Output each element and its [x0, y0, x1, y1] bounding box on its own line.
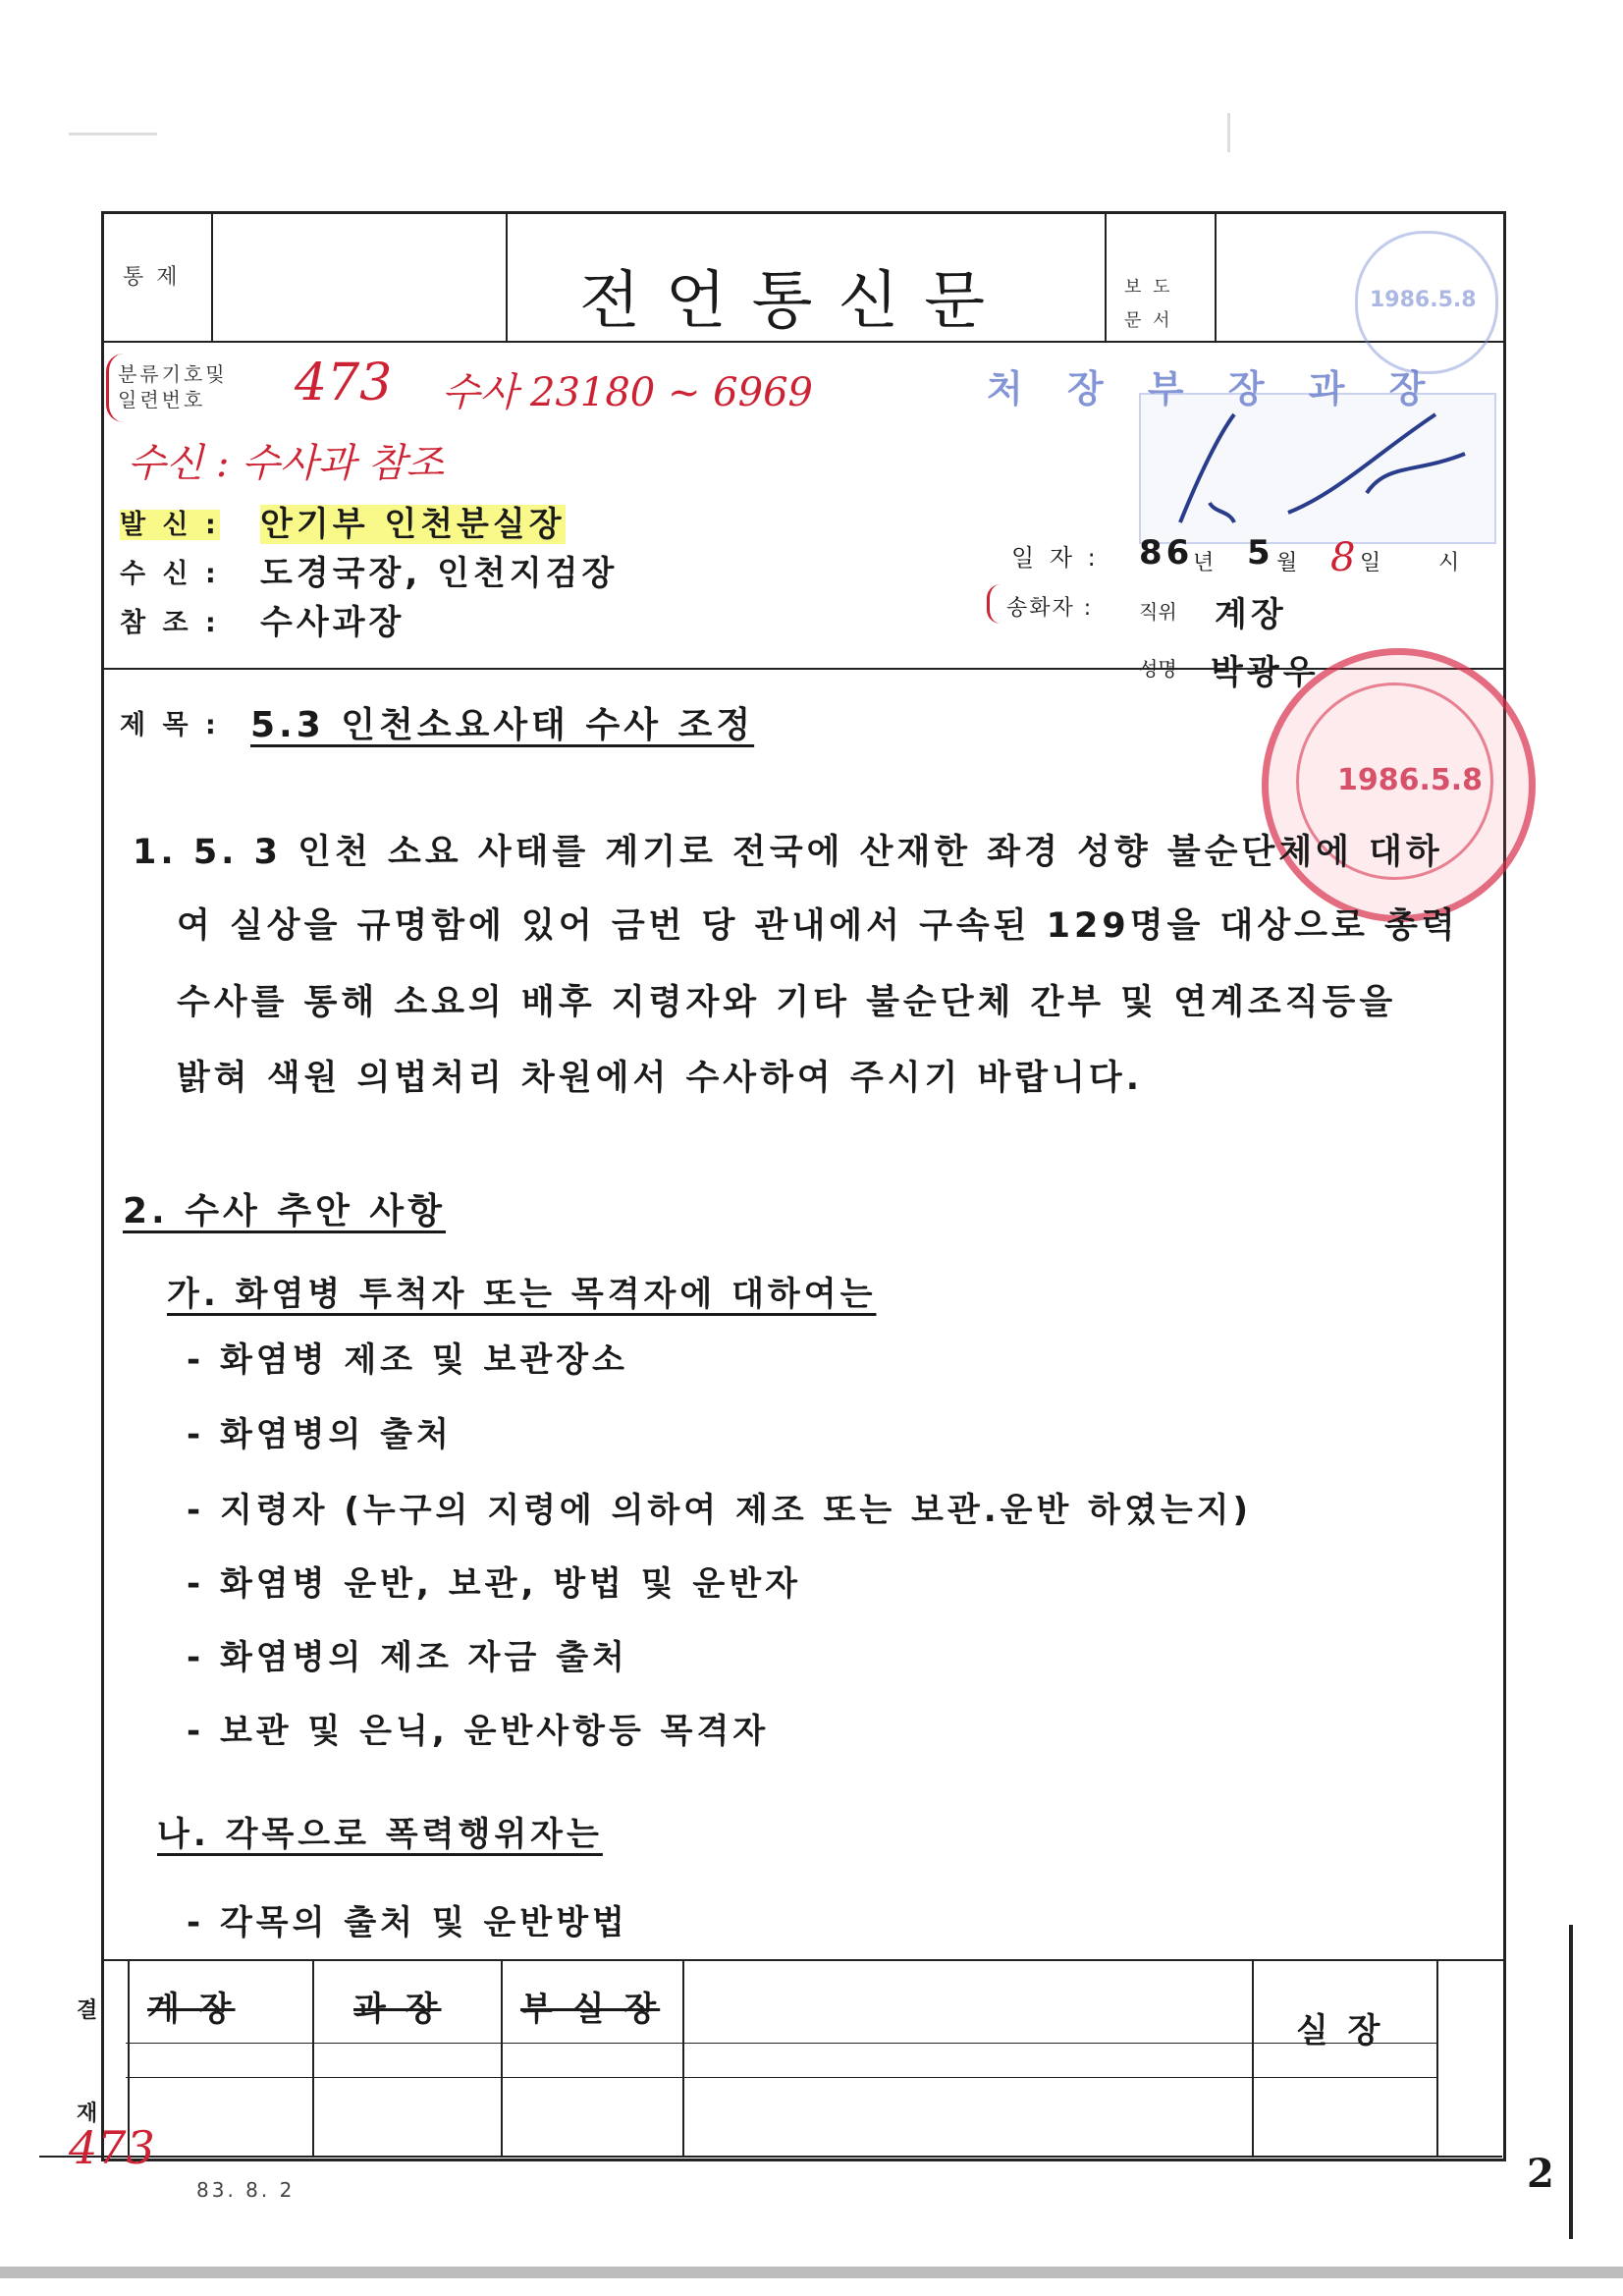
para1-line1: 1. 5. 3 인천 소요 사태를 계기로 전국에 산재한 좌경 성향 불순단체에 대하	[133, 833, 1443, 872]
approval-col	[682, 1959, 684, 2156]
class-label: 분류기호및 일련번호	[118, 362, 228, 411]
approval-mid-rule-2	[126, 2077, 1436, 2078]
class-number-hand: 473	[295, 354, 393, 412]
reference-value: 수사과장	[260, 603, 406, 642]
ga-item: - 화염병 제조 및 보관장소	[187, 1340, 628, 1380]
sender-label: 발 신 :	[120, 510, 220, 540]
received-note-hand: 수신 : 수사과 참조	[128, 441, 445, 486]
approval-col	[312, 1959, 314, 2156]
doc-label-2: 문 서	[1124, 310, 1173, 331]
header-rule	[101, 341, 1503, 343]
date-day: 8	[1330, 535, 1356, 580]
approval-col-last: 실 장	[1296, 2011, 1384, 2050]
caller-label: 송화자 :	[1006, 596, 1094, 621]
approval-col-1: 계 장	[147, 1990, 236, 2029]
received-stamp-box	[1139, 393, 1496, 544]
name-label: 성명	[1139, 657, 1177, 681]
para1-line3: 수사를 통해 소요의 배후 지령자와 기타 불순단체 간부 및 연계조직등을	[177, 983, 1397, 1022]
reception-number-hand: 수사 23180 ~ 6969	[442, 370, 813, 415]
header-divider	[506, 213, 508, 341]
approval-banner: 처 장 부 장 과 장	[987, 367, 1441, 410]
subject-label: 제 목 :	[120, 710, 220, 740]
approval-col	[1252, 1959, 1254, 2156]
ga-item: - 보관 및 은닉, 운반사항등 목격자	[187, 1712, 770, 1751]
approval-row-label-2: 재	[77, 2102, 102, 2126]
approval-bottom-rule	[39, 2156, 1502, 2158]
approval-mid-rule	[126, 2043, 1436, 2044]
date-month: 5	[1247, 533, 1274, 573]
date-year: 86	[1139, 533, 1194, 573]
red-seal-date: 1986.5.8	[1337, 763, 1484, 797]
para1-line4: 밝혀 색원 의법처리 차원에서 수사하여 주시기 바랍니다.	[177, 1059, 1144, 1098]
section2-title: 2. 수사 추안 사항	[123, 1191, 446, 1231]
subsection-na: 나. 각목으로 폭력행위자는	[157, 1815, 603, 1854]
position-label: 직위	[1139, 600, 1177, 624]
received-stamp	[1355, 231, 1498, 374]
na-item: - 각목의 출처 및 운반방법	[187, 1903, 628, 1942]
date-hour-unit: 시	[1438, 551, 1460, 575]
scan-bottom-bar	[0, 2267, 1623, 2278]
ga-item: - 화염병의 출처	[187, 1415, 453, 1454]
document-title: 전언통신문	[579, 265, 1011, 338]
ga-item: - 화염병 운반, 보관, 방법 및 운반자	[187, 1564, 801, 1604]
scan-speck	[1227, 113, 1250, 152]
position-value: 계장	[1215, 595, 1287, 634]
red-seal	[1262, 648, 1536, 922]
scan-edge	[1569, 1925, 1573, 2239]
footer-hand-number: 473	[69, 2121, 155, 2174]
subsection-ga: 가. 화염병 투척자 또는 목격자에 대하여는	[167, 1275, 877, 1314]
reference-label: 참 조 :	[120, 608, 220, 638]
received-stamp-date: 1986.5.8	[1370, 288, 1477, 312]
header-divider	[1105, 213, 1107, 341]
para1-line2: 여 실상을 규명함에 있어 금번 당 관내에서 구속된 129명을 대상으로 총력	[177, 906, 1459, 946]
page-number: 2	[1527, 2151, 1554, 2197]
approval-col	[501, 1959, 503, 2156]
recipient-value: 도경국장, 인천지검장	[260, 554, 619, 593]
footer-code: 83. 8. 2	[196, 2178, 296, 2202]
subject-value: 5.3 인천소요사태 수사 조정	[250, 705, 755, 745]
ga-item: - 지령자 (누구의 지령에 의하여 제조 또는 보관.운반 하였는지)	[187, 1491, 1253, 1530]
ga-item: - 화염병의 제조 자금 출처	[187, 1638, 628, 1677]
date-year-unit: 년	[1193, 551, 1215, 575]
doc-label-1: 보 도	[1124, 277, 1173, 298]
recipient-label: 수 신 :	[120, 559, 220, 589]
header-divider	[1215, 213, 1217, 341]
date-day-unit: 일	[1360, 551, 1381, 575]
header-divider	[211, 213, 213, 341]
date-label: 일 자 :	[1011, 544, 1100, 572]
sender-value: 안기부 인천분실장	[260, 505, 566, 544]
scan-speck	[69, 133, 157, 136]
date-month-unit: 월	[1276, 551, 1298, 575]
approval-row-label-1: 결	[77, 1998, 102, 2023]
approval-col-2: 과 장	[353, 1990, 442, 2029]
approval-col	[1436, 1959, 1438, 2156]
approval-col-3: 부 실 장	[520, 1990, 661, 2029]
name-value: 박광우	[1211, 653, 1320, 692]
topic-label: 통 제	[123, 265, 181, 290]
signature-icon	[1141, 395, 1494, 542]
